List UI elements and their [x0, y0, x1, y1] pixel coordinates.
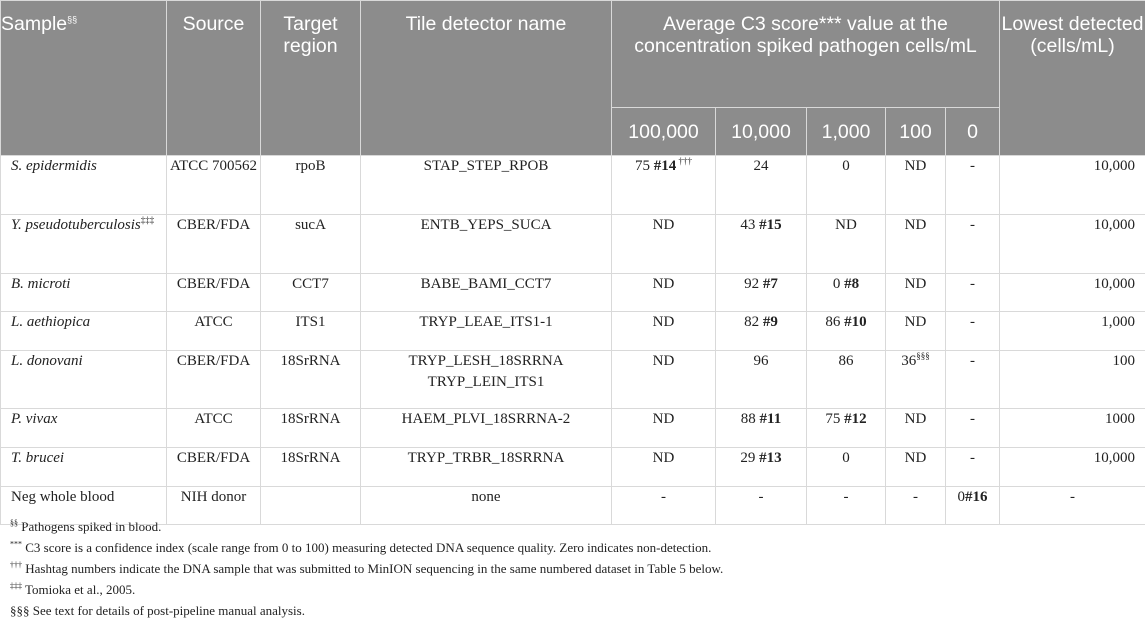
- cell-sample: L. aethiopica: [1, 312, 167, 351]
- table-row: [1, 312, 1145, 351]
- cell-conc-100000: ND: [612, 274, 716, 312]
- cell-source: ATCC: [167, 312, 261, 351]
- cell-conc-0: -: [946, 409, 1000, 448]
- cell-tile-detector: TRYP_TRBR_18SRRNA: [361, 448, 612, 487]
- cell-conc-100: ND: [886, 409, 946, 448]
- cell-conc-10000: 29 #13: [716, 448, 807, 487]
- cell-tile-detector: STAP_STEP_RPOB: [361, 156, 612, 215]
- cell-tile-detector: BABE_BAMI_CCT7: [361, 274, 612, 312]
- cell-target-region: CCT7: [261, 274, 361, 312]
- cell-target-region: sucA: [261, 215, 361, 274]
- cell-conc-0: 0#16: [946, 487, 1000, 525]
- cell-conc-100000: ND: [612, 215, 716, 274]
- cell-conc-100: ND: [886, 448, 946, 487]
- table-row: [1, 215, 1145, 274]
- cell-conc-100: -: [886, 487, 946, 525]
- cell-conc-10000: 43 #15: [716, 215, 807, 274]
- cell-target-region: 18SrRNA: [261, 351, 361, 409]
- cell-lowest-detected: 10,000: [1000, 215, 1145, 274]
- cell-conc-10000: 82 #9: [716, 312, 807, 351]
- cell-target-region: 18SrRNA: [261, 448, 361, 487]
- cell-source: CBER/FDA: [167, 448, 261, 487]
- footnote: ††† Hashtag numbers indicate the DNA sample that was submitted to MinION sequencing in the same numbered dataset in Table 5 below.: [10, 558, 1135, 579]
- cell-sample: T. brucei: [1, 448, 167, 487]
- cell-conc-0: -: [946, 274, 1000, 312]
- footnote: §§ Pathogens spiked in blood.: [10, 516, 1135, 537]
- cell-tile-detector: TRYP_LESH_18SRRNA TRYP_LEIN_ITS1: [361, 351, 612, 409]
- cell-lowest-detected: 1000: [1000, 409, 1145, 448]
- header-tile-detector: Tile detector name: [361, 1, 612, 156]
- cell-lowest-detected: 10,000: [1000, 156, 1145, 215]
- cell-conc-0: -: [946, 351, 1000, 409]
- cell-tile-detector: TRYP_LEAE_ITS1-1: [361, 312, 612, 351]
- cell-sample: Neg whole blood: [1, 487, 167, 525]
- cell-conc-1000: 0 #8: [807, 274, 886, 312]
- cell-conc-0: -: [946, 448, 1000, 487]
- header-source: Source: [167, 1, 261, 156]
- cell-sample: P. vivax: [1, 409, 167, 448]
- cell-sample: Y. pseudotuberculosis‡‡‡: [1, 215, 167, 274]
- header-lowest-detected: Lowest detected (cells/mL): [1000, 1, 1145, 156]
- table-row: [1, 274, 1145, 312]
- cell-conc-1000: 75 #12: [807, 409, 886, 448]
- cell-conc-0: -: [946, 156, 1000, 215]
- cell-conc-0: -: [946, 312, 1000, 351]
- cell-conc-100: ND: [886, 274, 946, 312]
- cell-conc-100: ND: [886, 312, 946, 351]
- cell-conc-10000: -: [716, 487, 807, 525]
- footnotes: [10, 516, 1135, 621]
- cell-tile-detector: none: [361, 487, 612, 525]
- cell-sample: B. microti: [1, 274, 167, 312]
- cell-lowest-detected: 1,000: [1000, 312, 1145, 351]
- cell-target-region: rpoB: [261, 156, 361, 215]
- cell-conc-100000: ND: [612, 409, 716, 448]
- cell-conc-100: ND: [886, 215, 946, 274]
- header-conc-1000: 1,000: [807, 108, 886, 156]
- cell-lowest-detected: 10,000: [1000, 448, 1145, 487]
- cell-conc-100000: 75 #14 †††: [612, 156, 716, 215]
- header-target-region: Target region: [261, 1, 361, 156]
- cell-conc-1000: 0: [807, 156, 886, 215]
- cell-conc-1000: ND: [807, 215, 886, 274]
- table-row: [1, 409, 1145, 448]
- cell-source: NIH donor: [167, 487, 261, 525]
- table-row: [1, 448, 1145, 487]
- cell-conc-100: ND: [886, 156, 946, 215]
- header-conc-100: 100: [886, 108, 946, 156]
- cell-source: CBER/FDA: [167, 215, 261, 274]
- cell-conc-10000: 88 #11: [716, 409, 807, 448]
- table-row: [1, 351, 1145, 409]
- cell-conc-1000: 86 #10: [807, 312, 886, 351]
- cell-conc-1000: -: [807, 487, 886, 525]
- cell-source: CBER/FDA: [167, 274, 261, 312]
- cell-source: ATCC: [167, 409, 261, 448]
- cell-tile-detector: ENTB_YEPS_SUCA: [361, 215, 612, 274]
- cell-tile-detector: HAEM_PLVI_18SRRNA-2: [361, 409, 612, 448]
- cell-lowest-detected: 100: [1000, 351, 1145, 409]
- cell-conc-10000: 24: [716, 156, 807, 215]
- cell-lowest-detected: -: [1000, 487, 1145, 525]
- cell-conc-10000: 92 #7: [716, 274, 807, 312]
- footnote: ‡‡‡ Tomioka et al., 2005.: [10, 579, 1135, 600]
- cell-conc-100000: ND: [612, 448, 716, 487]
- header-conc-100000: 100,000: [612, 108, 716, 156]
- cell-conc-10000: 96: [716, 351, 807, 409]
- cell-target-region: 18SrRNA: [261, 409, 361, 448]
- cell-sample: L. donovani: [1, 351, 167, 409]
- cell-sample: S. epidermidis: [1, 156, 167, 215]
- cell-lowest-detected: 10,000: [1000, 274, 1145, 312]
- table-row: [1, 156, 1145, 215]
- cell-conc-1000: 0: [807, 448, 886, 487]
- cell-conc-1000: 86: [807, 351, 886, 409]
- footnote: *** C3 score is a confidence index (scale range from 0 to 100) measuring detected DNA sequence quality. Zero indicates non-detection.: [10, 537, 1135, 558]
- header-average-c3: Average C3 score*** value at the concentration spiked pathogen cells/mL: [612, 1, 1000, 108]
- header-sample: Sample§§: [1, 1, 167, 156]
- cell-conc-100000: ND: [612, 312, 716, 351]
- footnote: §§§ See text for details of post-pipeline manual analysis.: [10, 600, 1135, 621]
- cell-conc-100000: ND: [612, 351, 716, 409]
- cell-conc-0: -: [946, 215, 1000, 274]
- cell-conc-100000: -: [612, 487, 716, 525]
- header-conc-10000: 10,000: [716, 108, 807, 156]
- cell-target-region: ITS1: [261, 312, 361, 351]
- cell-conc-100: 36§§§: [886, 351, 946, 409]
- header-conc-0: 0: [946, 108, 1000, 156]
- cell-source: CBER/FDA: [167, 351, 261, 409]
- cell-source: ATCC 700562: [167, 156, 261, 215]
